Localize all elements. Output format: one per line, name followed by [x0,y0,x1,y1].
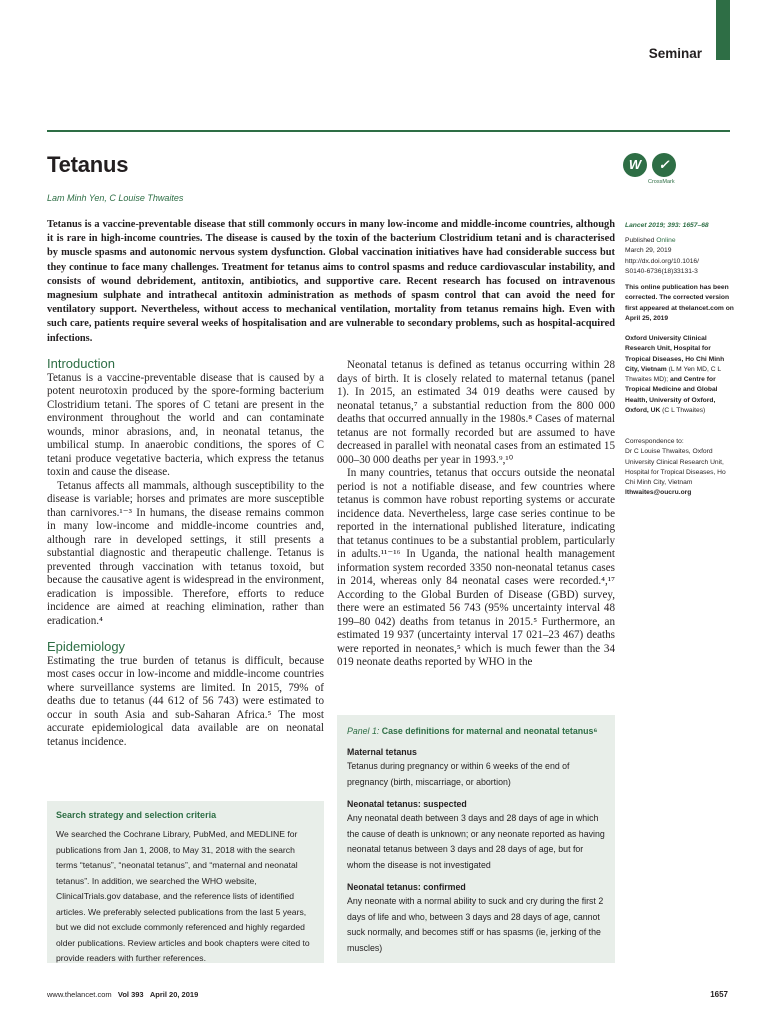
article-title: Tetanus [47,152,129,177]
search-strategy-title: Search strategy and selection criteria [56,810,217,820]
panel-heading-confirmed: Neonatal tetanus: confirmed [347,882,466,892]
intro-paragraph-1: Tetanus is a vaccine-preventable disease that is caused by a potent neurotoxin produced by the spore-forming bacterium Clostridium tetani. The spores of C tetani are present in the environment throughout the world and can contaminate wounds, minor abrasions, and, in neonatal tetanus, the umbilical stump. In anaerobic conditions, the spores of C tetani produce vegetative bacteria, which express the tetanus toxin and cause the disease. [47,371,324,478]
panel-1-case-definitions [337,715,615,963]
footer-journal-info: www.thelancet.com Vol 393 April 20, 2019 [47,990,199,999]
panel-heading-suspected: Neonatal tetanus: suspected [347,799,467,809]
header-rule [47,130,730,132]
epi-paragraph-1: Estimating the true burden of tetanus is difficult, because most cases occur in low-income and middle-income countries where surveillance systems are limited. In 2015, 79% of deaths due to tetanus (44 612 of 56 743) were estimated to occur in south Asia and sub-Saharan Africa.⁵ The most accurate epidemiological data available are on neonatal tetanus incidence. [47,654,324,748]
introduction-heading: Introduction [47,356,115,371]
panel-text-suspected: Any neonatal death between 3 days and 28 days of age in which the cause of death is unknown; or any neonate reported as having neonatal tetanus between 3 days and 28 days of age, but for whom the disease is not investigated [347,813,605,870]
doi-link[interactable]: http://dx.doi.org/10.1016/ [625,257,699,265]
panel-heading-maternal: Maternal tetanus [347,747,417,757]
sidebar-publication: Published Online March 29, 2019 http://dx.doi.org/10.1016/ S0140-6736(18)33131-3 [625,236,735,277]
sidebar-affiliations: Oxford University Clinical Research Unit, Hospital for Tropical Diseases, Ho Chi Minh City, Vietnam (L M Yen MD, C L Thwaites MD); and Centre for Tropical Medicine and Global Health, University of Oxford, Oxford, UK (C L Thwaites) [625,335,725,415]
published-online-link[interactable]: Online [656,237,676,244]
right-column [337,359,615,670]
search-strategy-text: We searched the Cochrane Library, PubMed, and MEDLINE for publications from Jan 1, 2008, to May 31, 2018 with the search terms “tetanus”, “neonatal tetanus”, and “maternal and neonatal tetanus”. In addition, we searched the WHO website, ClinicalTrials.gov database, and the reference lists of identified articles. We preferably selected publications from the last 5 years, but we did not exclude commonly referenced and highly regarded older publications. Review articles and book chapters were cited to provide readers with further references. [56,829,310,963]
left-column [47,357,324,749]
sidebar-correction: This online publication has been corrected. The corrected version first appeared at thelancet.com on April 25, 2019 [625,284,734,322]
panel-text-confirmed: Any neonate with a normal ability to suck and cry during the first 2 days of life and who, between 3 days and 28 days of age, cannot suck normally, and becomes stiff or has spasms (ie, jerking of the muscles) [347,896,604,953]
sidebar-citation: Lancet 2019; 393: 1657–68 [625,222,709,229]
section-color-bar [716,0,730,60]
right-paragraph-2: In many countries, tetanus that occurs outside the neonatal period is not a notifiable disease, and few countries where tetanus is common have robust reporting systems or accurate incidence data. Nevertheless, large case series continue to be reported in the international published literature, indicating that tetanus continues to be a substantial problem, particularly in adults.¹¹⁻¹⁶ In Uganda, the national health management information system recorded 3350 non-neonatal tetanus cases in 2014, whereas only 84 neonatal cases were recorded.⁴,¹⁷ According to the Global Burden of Disease (GBD) survey, there were an estimated 56 743 (95% uncertainty interval 48 199–80 042) deaths from tetanus in 2015.⁵ Furthermore, an estimated 19 937 (uncertainty interval 17 021–23 467) deaths were reported in neonates,⁵ which is much fewer than the 34 019 neonate deaths reported by WHO in the [337,467,615,668]
article-authors: Lam Minh Yen, C Louise Thwaites [47,193,184,203]
search-strategy-box [47,801,324,963]
intro-paragraph-2: Tetanus affects all mammals, although susceptibility to the disease is variable; horses and primates are more susceptible than carnivores.¹⁻³ In humans, the disease remains common in many low-income and middle-income countries and, although rare in developed settings, it still presents a substantial diagnostic and therapeutic challenge. Tetanus is prevented through vaccination with tetanus toxoid, but because the causative agent is widespread in the environment, eradication is impossible. Therefore, efforts to reduce incidence are aimed at reaching elimination, rather than eradication.⁴ [47,479,324,627]
section-label: Seminar [648,46,702,61]
page-number: 1657 [710,990,728,999]
crossmark-icon[interactable]: ✓ [652,153,676,177]
footer-site-link[interactable]: www.thelancet.com [47,990,112,999]
crossmark-label: CrossMark [648,179,675,185]
right-paragraph-1: Neonatal tetanus is defined as tetanus occurring within 28 days of birth. It is closely related to maternal tetanus (panel 1). In 2015, an estimated 34 019 deaths were caused by neonatal tetanus,⁷ a substantial reduction from the 800 000 deaths that occurred annually in the 1980s.⁸ Cases of maternal tetanus are not formally recorded but are assumed to have decreased in parallel with neonatal cases from an estimated 15 000–30 000 deaths per year in 1993.⁹,¹⁰ [337,359,615,466]
sidebar-correspondence: Correspondence to: Dr C Louise Thwaites, Oxford University Clinical Research Unit, Hospital for Tropical Diseases, Ho Chi Minh City, Vietnam lthwaites@oucru.org [625,438,726,497]
panel-title: Panel 1: Case definitions for maternal and neonatal tetanus⁶ [347,726,598,736]
journal-logos [623,153,679,189]
epidemiology-heading: Epidemiology [47,639,126,654]
correspondence-email[interactable]: lthwaites@oucru.org [625,489,692,497]
panel-text-maternal: Tetanus during pregnancy or within 6 weeks of the end of pregnancy (birth, miscarriage, or abortion) [347,761,570,787]
open-access-logo-icon: W [623,153,647,177]
abstract: Tetanus is a vaccine-preventable disease that still commonly occurs in many low-income and middle-income countries, although it is rare in high-income countries. The disease is caused by the toxin of the bacterium Clostridium tetani and is characterised by muscle spasms and autonomic nervous system dysfunction. Global vaccination initiatives have had considerable success but they continue to face many challenges. Treatment for tetanus aims to control spasms and reduce cardiovascular instability, and consists of wound debridement, antitoxin, antibiotics, and supportive care. Recent research has focused on intravenous magnesium sulphate and intrathecal antitoxin administration as methods of spasm control that can avoid the need for ventilatory support. Nevertheless, without access to mechanical ventilation, mortality from tetanus remains high. Even with such care, patients require several weeks of hospitalisation and are vulnerable to secondary problems, such as hospital-acquired infections. [47,219,615,344]
